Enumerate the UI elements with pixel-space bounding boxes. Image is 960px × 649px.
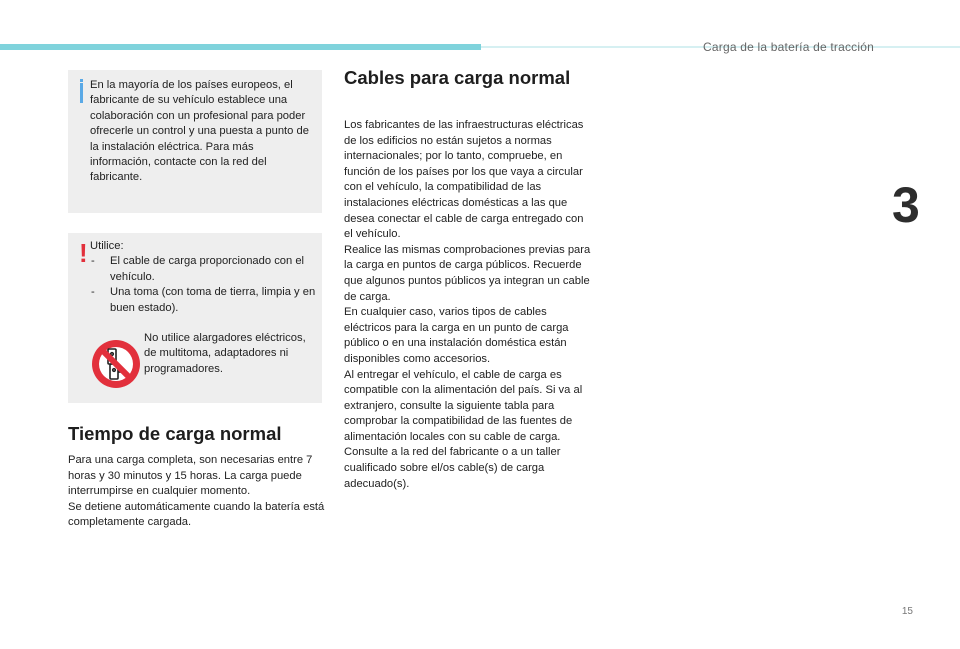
paragraph: Los fabricantes de las infraestructuras eléctricas de los edificios no están sujetos a normas internacionales; por lo tanto, compruebe, en función de los países por los que vaya a circular con el vehículo, la compatibilidad de las instalaciones eléctricas domésticas a las que desea conectar el cable de carga entregado con el vehículo. — [344, 119, 584, 241]
warning-icon: ! — [79, 238, 88, 268]
section-title: Carga de la batería de tracción — [703, 40, 874, 54]
warning-item: - El cable de carga proporcionado con el vehículo. — [90, 254, 320, 285]
info-note-text: En la mayoría de los países europeos, el fabricante de su vehículo establece una colaboración con un profesional para poder ofrecerle un control y una puesta a punto de la instalación eléctrica. Para más información, contacte con la red del fabricante. — [90, 79, 309, 184]
paragraph: Realice las mismas comprobaciones previas para la carga en puntos de carga públicos. Recuerde que algunos puntos públicos ya integran un cable de carga. — [344, 243, 591, 303]
page-number: 15 — [901, 606, 913, 617]
warning-text — [90, 239, 320, 316]
paragraph: Para una carga completa, son necesarias entre 7 horas y 30 minutos y 15 horas. La carga puede interrumpirse en cualquier momento. — [68, 454, 313, 498]
heading-cables-para-carga: Cables para carga normal — [344, 67, 571, 88]
chapter-number: 3 — [892, 177, 920, 233]
paragraph: Al entregar el vehículo, el cable de carga es compatible con la alimentación del país. Si va al extranjero, consulte la siguiente tabla para comprobar la compatibilidad de las fuentes de alimentación locales con su cable de carga. — [344, 368, 583, 443]
no-multiplug-icon — [86, 334, 146, 394]
heading-tiempo-de-carga: Tiempo de carga normal — [68, 423, 282, 444]
warning-item: - Una toma (con toma de tierra, limpia y en buen estado). — [90, 285, 320, 316]
header-accent-bar — [0, 44, 481, 50]
paragraph: En cualquier caso, varios tipos de cables eléctricos para la carga en un punto de carga público o en una instalación doméstica están disponibles como accesorios. — [344, 306, 569, 365]
paragraph: Consulte a la red del fabricante o a un taller cualificado sobre el/os cable(s) de carga adecuado(s). — [344, 446, 561, 490]
info-icon — [80, 79, 83, 82]
paragraph: Se detiene automáticamente cuando la batería está completamente cargada. — [68, 500, 325, 529]
info-note-box — [68, 70, 322, 213]
cables-body — [344, 118, 594, 492]
prohibition-text: No utilice alargadores eléctricos, de multitoma, adaptadores ni programadores. — [144, 332, 306, 375]
warning-intro: Utilice: — [90, 240, 124, 252]
info-icon-bar — [80, 83, 83, 103]
warning-box — [68, 233, 322, 403]
tiempo-body — [68, 453, 328, 531]
warning-list — [90, 254, 320, 316]
